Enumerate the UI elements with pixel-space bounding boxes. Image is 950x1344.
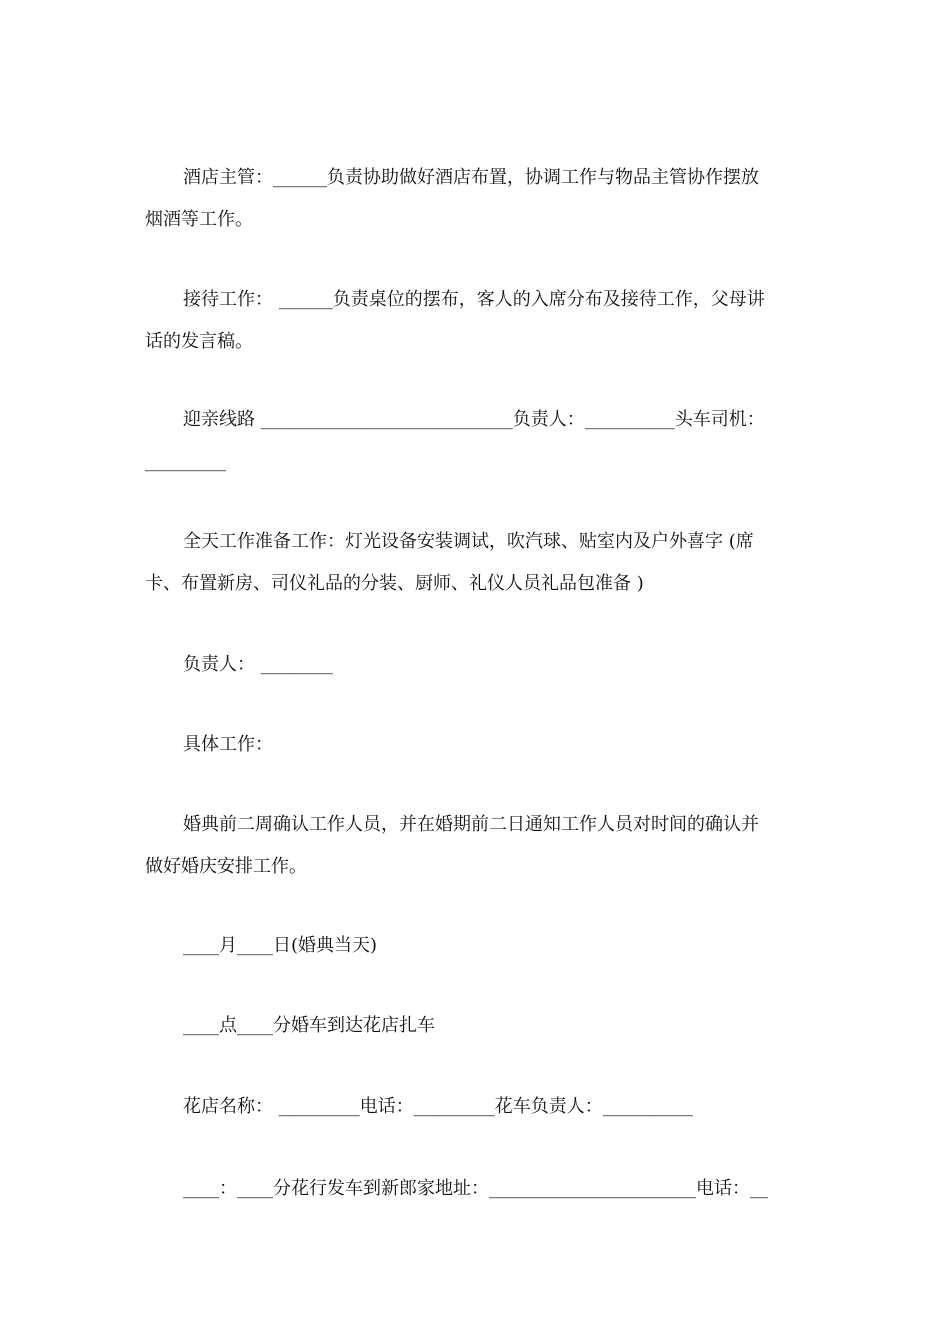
paragraph-hotel-supervisor-line-1: 酒店主管：______负责协助做好酒店布置，协调工作与物品主管协作摆放	[183, 167, 759, 188]
paragraph-day-prep-line-2: 卡、布置新房、司仪礼品的分装、厨师、礼仪人员礼品包准备 )	[145, 573, 644, 594]
paragraph-person-in-charge: 负责人： ________	[183, 654, 333, 675]
paragraph-depart-groom: ____：____分花行发车到新郎家地址：_______________________电话：__	[183, 1178, 768, 1199]
paragraph-florist-info: 花店名称： _________电话：_________花车负责人：__________	[183, 1096, 693, 1117]
paragraph-confirm-staff-line-1: 婚典前二周确认工作人员，并在婚期前二日通知工作人员对时间的确认并	[183, 814, 759, 835]
paragraph-wedding-day: ____月____日(婚典当天)	[183, 935, 378, 956]
paragraph-confirm-staff-line-2: 做好婚庆安排工作。	[145, 856, 307, 877]
paragraph-hotel-supervisor-line-2: 烟酒等工作。	[145, 209, 253, 230]
paragraph-reception-line-2: 话的发言稿。	[145, 331, 253, 352]
paragraph-day-prep-line-1: 全天工作准备工作：灯光设备安装调试，吹汽球、贴室内及户外喜字 (席	[183, 531, 754, 552]
paragraph-arrive-florist: ____点____分婚车到达花店扎车	[183, 1015, 435, 1036]
paragraph-pickup-route-line-1: 迎亲线路 ____________________________负责人：__________头车司机：	[183, 409, 765, 430]
paragraph-specific-work: 具体工作：	[183, 734, 273, 755]
paragraph-reception-line-1: 接待工作： ______负责桌位的摆布，客人的入席分布及接待工作，父母讲	[183, 289, 765, 310]
paragraph-pickup-route-line-2: _________	[145, 451, 226, 472]
